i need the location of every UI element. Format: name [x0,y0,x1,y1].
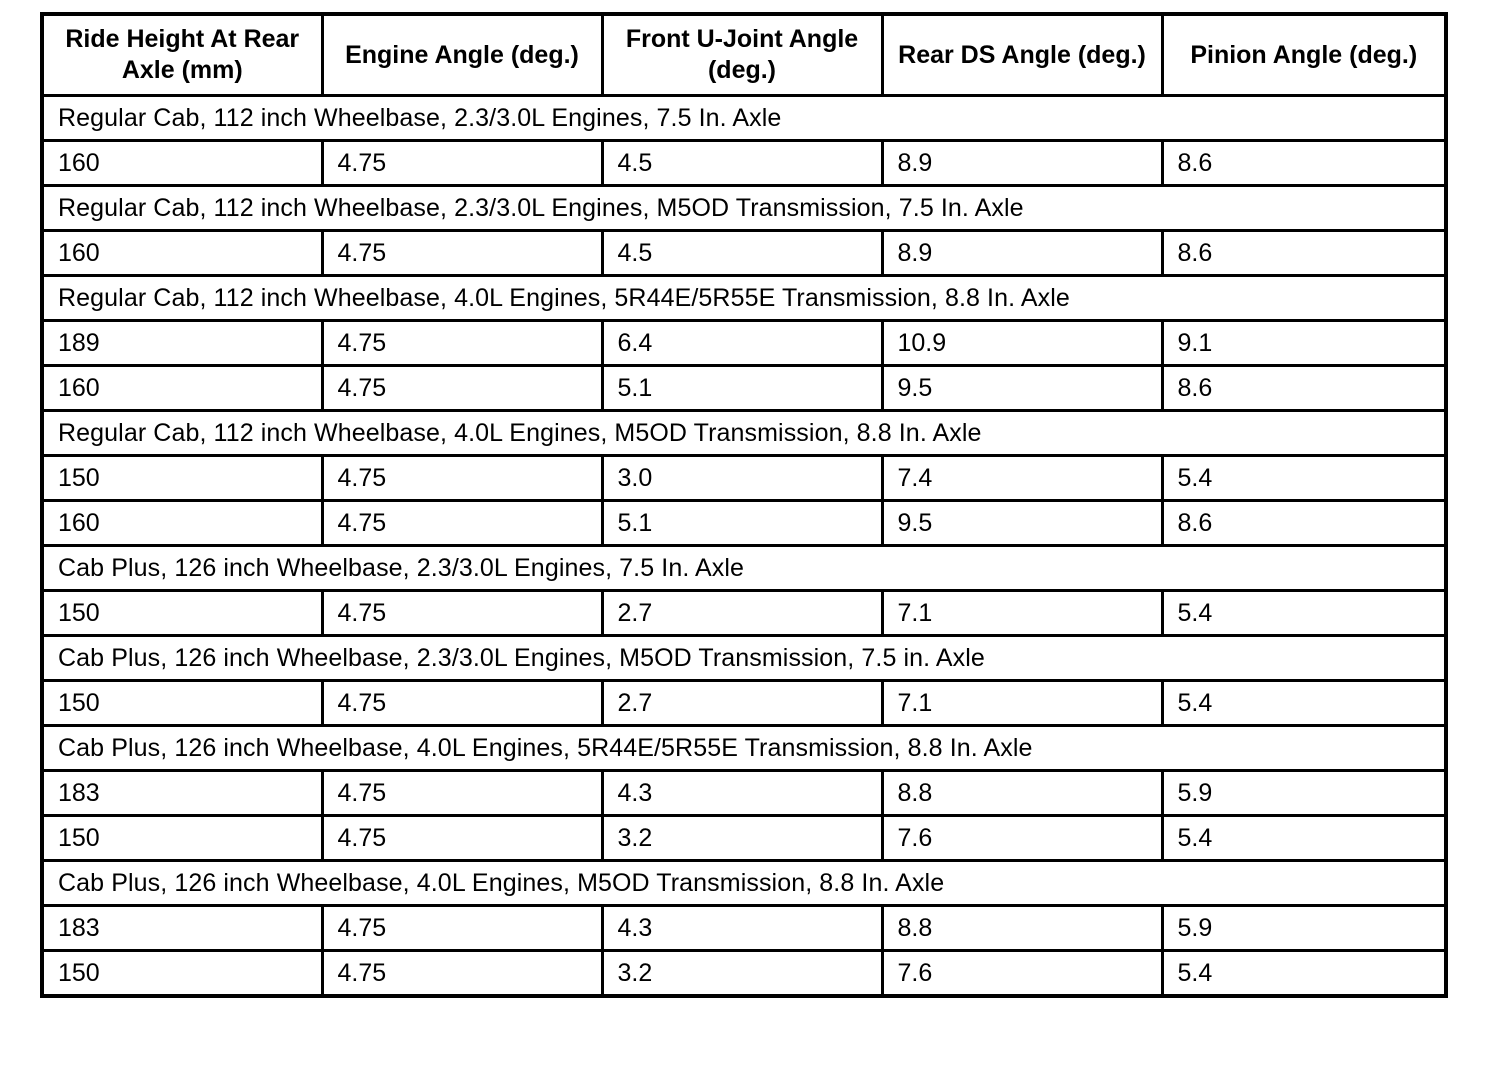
cell-ride-height: 160 [42,141,322,186]
cell-engine-angle: 4.75 [322,951,602,997]
cell-rear-ds-angle: 10.9 [882,321,1162,366]
cell-front-u-joint-angle: 3.2 [602,951,882,997]
cell-rear-ds-angle: 7.1 [882,681,1162,726]
table-row [42,321,1446,366]
cell-front-u-joint-angle: 2.7 [602,591,882,636]
cell-engine-angle: 4.75 [322,321,602,366]
cell-engine-angle: 4.75 [322,906,602,951]
cell-engine-angle: 4.75 [322,456,602,501]
group-title: Regular Cab, 112 inch Wheelbase, 4.0L Engines, 5R44E/5R55E Transmission, 8.8 In. Axle [42,276,1446,321]
cell-rear-ds-angle: 7.1 [882,591,1162,636]
group-title-row [42,726,1446,771]
cell-ride-height: 183 [42,906,322,951]
table-row [42,456,1446,501]
cell-rear-ds-angle: 7.6 [882,951,1162,997]
header-ride-height: Ride Height At Rear Axle (mm) [42,14,322,96]
cell-ride-height: 160 [42,501,322,546]
table-row [42,951,1446,997]
cell-engine-angle: 4.75 [322,501,602,546]
table-row [42,231,1446,276]
cell-pinion-angle: 8.6 [1162,366,1446,411]
group-title-row [42,636,1446,681]
driveshaft-angle-spec-table [40,12,1448,998]
group-title-row [42,546,1446,591]
cell-ride-height: 189 [42,321,322,366]
cell-front-u-joint-angle: 5.1 [602,366,882,411]
cell-pinion-angle: 5.4 [1162,591,1446,636]
cell-pinion-angle: 5.4 [1162,681,1446,726]
cell-front-u-joint-angle: 4.3 [602,906,882,951]
header-row [42,14,1446,96]
table-row [42,141,1446,186]
header-rear-ds-angle: Rear DS Angle (deg.) [882,14,1162,96]
group-title: Cab Plus, 126 inch Wheelbase, 4.0L Engines, 5R44E/5R55E Transmission, 8.8 In. Axle [42,726,1446,771]
cell-pinion-angle: 5.4 [1162,951,1446,997]
cell-ride-height: 150 [42,951,322,997]
cell-front-u-joint-angle: 3.0 [602,456,882,501]
cell-pinion-angle: 8.6 [1162,501,1446,546]
cell-pinion-angle: 5.4 [1162,816,1446,861]
cell-engine-angle: 4.75 [322,771,602,816]
group-title-row [42,276,1446,321]
table-row [42,681,1446,726]
group-title-row [42,411,1446,456]
cell-pinion-angle: 5.9 [1162,771,1446,816]
header-engine-angle: Engine Angle (deg.) [322,14,602,96]
group-title: Cab Plus, 126 inch Wheelbase, 4.0L Engines, M5OD Transmission, 8.8 In. Axle [42,861,1446,906]
cell-ride-height: 150 [42,456,322,501]
cell-engine-angle: 4.75 [322,141,602,186]
group-title: Cab Plus, 126 inch Wheelbase, 2.3/3.0L Engines, M5OD Transmission, 7.5 in. Axle [42,636,1446,681]
cell-rear-ds-angle: 8.9 [882,141,1162,186]
group-title-row [42,861,1446,906]
table-row [42,906,1446,951]
cell-front-u-joint-angle: 6.4 [602,321,882,366]
cell-rear-ds-angle: 7.6 [882,816,1162,861]
table-row [42,366,1446,411]
cell-rear-ds-angle: 9.5 [882,366,1162,411]
cell-ride-height: 160 [42,231,322,276]
group-title-row [42,96,1446,141]
group-title: Regular Cab, 112 inch Wheelbase, 2.3/3.0L Engines, M5OD Transmission, 7.5 In. Axle [42,186,1446,231]
group-title: Cab Plus, 126 inch Wheelbase, 2.3/3.0L Engines, 7.5 In. Axle [42,546,1446,591]
cell-engine-angle: 4.75 [322,231,602,276]
table-header [42,14,1446,96]
cell-engine-angle: 4.75 [322,366,602,411]
table-row [42,591,1446,636]
cell-front-u-joint-angle: 2.7 [602,681,882,726]
cell-front-u-joint-angle: 4.5 [602,231,882,276]
header-front-u-joint-angle: Front U-Joint Angle (deg.) [602,14,882,96]
cell-ride-height: 150 [42,816,322,861]
cell-pinion-angle: 8.6 [1162,231,1446,276]
cell-ride-height: 183 [42,771,322,816]
cell-rear-ds-angle: 8.8 [882,771,1162,816]
cell-ride-height: 160 [42,366,322,411]
cell-engine-angle: 4.75 [322,681,602,726]
cell-ride-height: 150 [42,591,322,636]
table-body [42,96,1446,997]
group-title-row [42,186,1446,231]
cell-pinion-angle: 5.4 [1162,456,1446,501]
cell-front-u-joint-angle: 5.1 [602,501,882,546]
header-pinion-angle: Pinion Angle (deg.) [1162,14,1446,96]
cell-engine-angle: 4.75 [322,816,602,861]
cell-ride-height: 150 [42,681,322,726]
cell-rear-ds-angle: 8.8 [882,906,1162,951]
cell-pinion-angle: 5.9 [1162,906,1446,951]
cell-front-u-joint-angle: 3.2 [602,816,882,861]
table-row [42,771,1446,816]
group-title: Regular Cab, 112 inch Wheelbase, 2.3/3.0L Engines, 7.5 In. Axle [42,96,1446,141]
table-row [42,816,1446,861]
cell-engine-angle: 4.75 [322,591,602,636]
cell-rear-ds-angle: 9.5 [882,501,1162,546]
cell-rear-ds-angle: 7.4 [882,456,1162,501]
cell-front-u-joint-angle: 4.5 [602,141,882,186]
cell-rear-ds-angle: 8.9 [882,231,1162,276]
table-row [42,501,1446,546]
cell-pinion-angle: 9.1 [1162,321,1446,366]
cell-front-u-joint-angle: 4.3 [602,771,882,816]
cell-pinion-angle: 8.6 [1162,141,1446,186]
group-title: Regular Cab, 112 inch Wheelbase, 4.0L Engines, M5OD Transmission, 8.8 In. Axle [42,411,1446,456]
